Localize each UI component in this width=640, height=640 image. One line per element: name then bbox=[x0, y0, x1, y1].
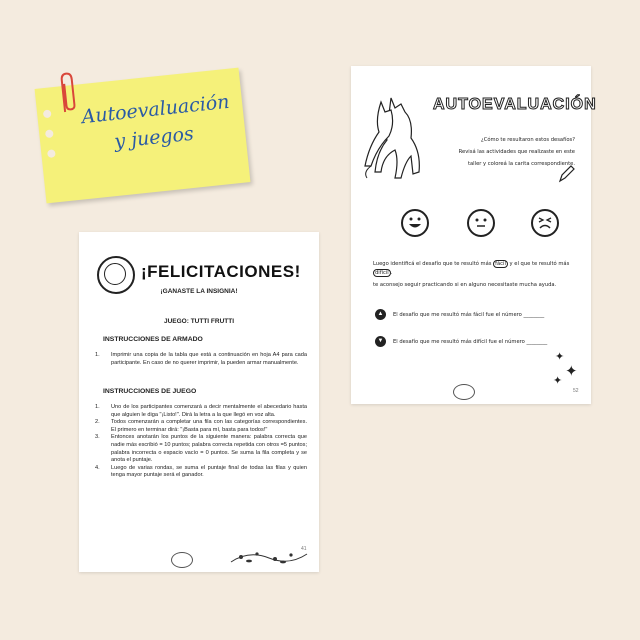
pencil-icon bbox=[557, 164, 575, 184]
happy-face-icon[interactable] bbox=[401, 209, 429, 237]
hard-answer-line[interactable]: El desafío que me resultó más difícil fue el número ________ bbox=[393, 339, 548, 345]
list-item: 1. Uno de los participantes comenzará a decir mentalmente el abecedario hasta que alguien le diga "¡Listo!". Dirá la letra a la que llegó en voz alta. bbox=[95, 404, 307, 418]
sad-face-icon[interactable] bbox=[531, 209, 559, 237]
neutral-face-icon[interactable] bbox=[467, 209, 495, 237]
question-line: Revisá las actividades que realizaste en este bbox=[458, 149, 575, 155]
sticky-note bbox=[35, 68, 251, 204]
page-title: AUTOEVALUACIÓN bbox=[433, 96, 597, 113]
section-heading-juego: INSTRUCCIONES DE JUEGO bbox=[103, 388, 197, 395]
advice-text: te aconsejo seguir practicando si en alguno necesitaste mucha ayuda. bbox=[373, 282, 557, 288]
section-heading-armado: INSTRUCCIONES DE ARMADO bbox=[103, 336, 203, 343]
sparkle-icon: ✦ bbox=[553, 375, 563, 387]
booklet-page-52 bbox=[351, 66, 597, 404]
thumbs-down-icon: ▼ bbox=[375, 336, 386, 347]
two-dogs-illustration-icon bbox=[361, 90, 433, 190]
publisher-logo-icon bbox=[453, 384, 475, 400]
page-number: 41 bbox=[301, 546, 307, 552]
list-item: 2. Todos comenzarán a completar una fila con las categorías correspondientes. El primero en terminar dirá: "¡Basta para mí, basta para todos!" bbox=[95, 419, 307, 433]
list-item: 3. Entonces anotarán los puntos de la siguiente manera: palabra correcta que nadie más escribió = 10 puntos; palabra correcta repetida con otros =5 puntos; palabra incorrecta o espacio vacío = 0 puntos. Se suma la fila completa y se anota el puntaje. bbox=[95, 434, 307, 464]
booklet-page-41 bbox=[79, 232, 319, 572]
sparkle-icon: ✦ bbox=[555, 351, 565, 363]
instruction-text: Luego identificá el desafío que te resultó más fácil y el que te resultó más difícil . bbox=[373, 261, 570, 276]
page-title: ¡FELICITACIONES! bbox=[141, 262, 301, 281]
vine-decoration-icon bbox=[229, 546, 309, 568]
question-line: ¿Cómo te resultaron estos desafíos? bbox=[480, 137, 575, 143]
page-number: 52 bbox=[573, 388, 579, 394]
page-subtitle: ¡GANASTE LA INSIGNIA! bbox=[160, 288, 238, 295]
word-hard: difícil bbox=[375, 270, 389, 276]
list-item: 1. Imprimir una copia de la tabla que está a continuación en hoja A4 para cada participante. En caso de no querer imprimir, la pueden armar manualmente. bbox=[95, 352, 307, 366]
game-title: JUEGO: TUTTI FRUTTI bbox=[163, 318, 235, 325]
publisher-logo-icon bbox=[171, 552, 193, 568]
easy-answer-line[interactable]: El desafío que me resultó más fácil fue el número ________ bbox=[393, 312, 545, 318]
sparkle-icon: ✦ bbox=[565, 363, 578, 380]
punch-holes bbox=[43, 109, 57, 170]
list-item: 4. Luego de varias rondas, se suma el puntaje final de todas las filas y quien tenga mayor puntaje será el ganador. bbox=[95, 464, 307, 479]
question-line: taller y coloreá la carita correspondiente. bbox=[467, 161, 575, 167]
note-title-line1: Autoevaluación bbox=[80, 90, 231, 129]
note-title-line2: y juegos bbox=[113, 122, 195, 153]
thumbs-up-icon: ▲ bbox=[375, 309, 386, 320]
armado-list bbox=[95, 352, 307, 367]
word-easy: fácil bbox=[495, 261, 506, 267]
paperclip-icon bbox=[55, 71, 80, 119]
juego-list bbox=[95, 404, 307, 480]
